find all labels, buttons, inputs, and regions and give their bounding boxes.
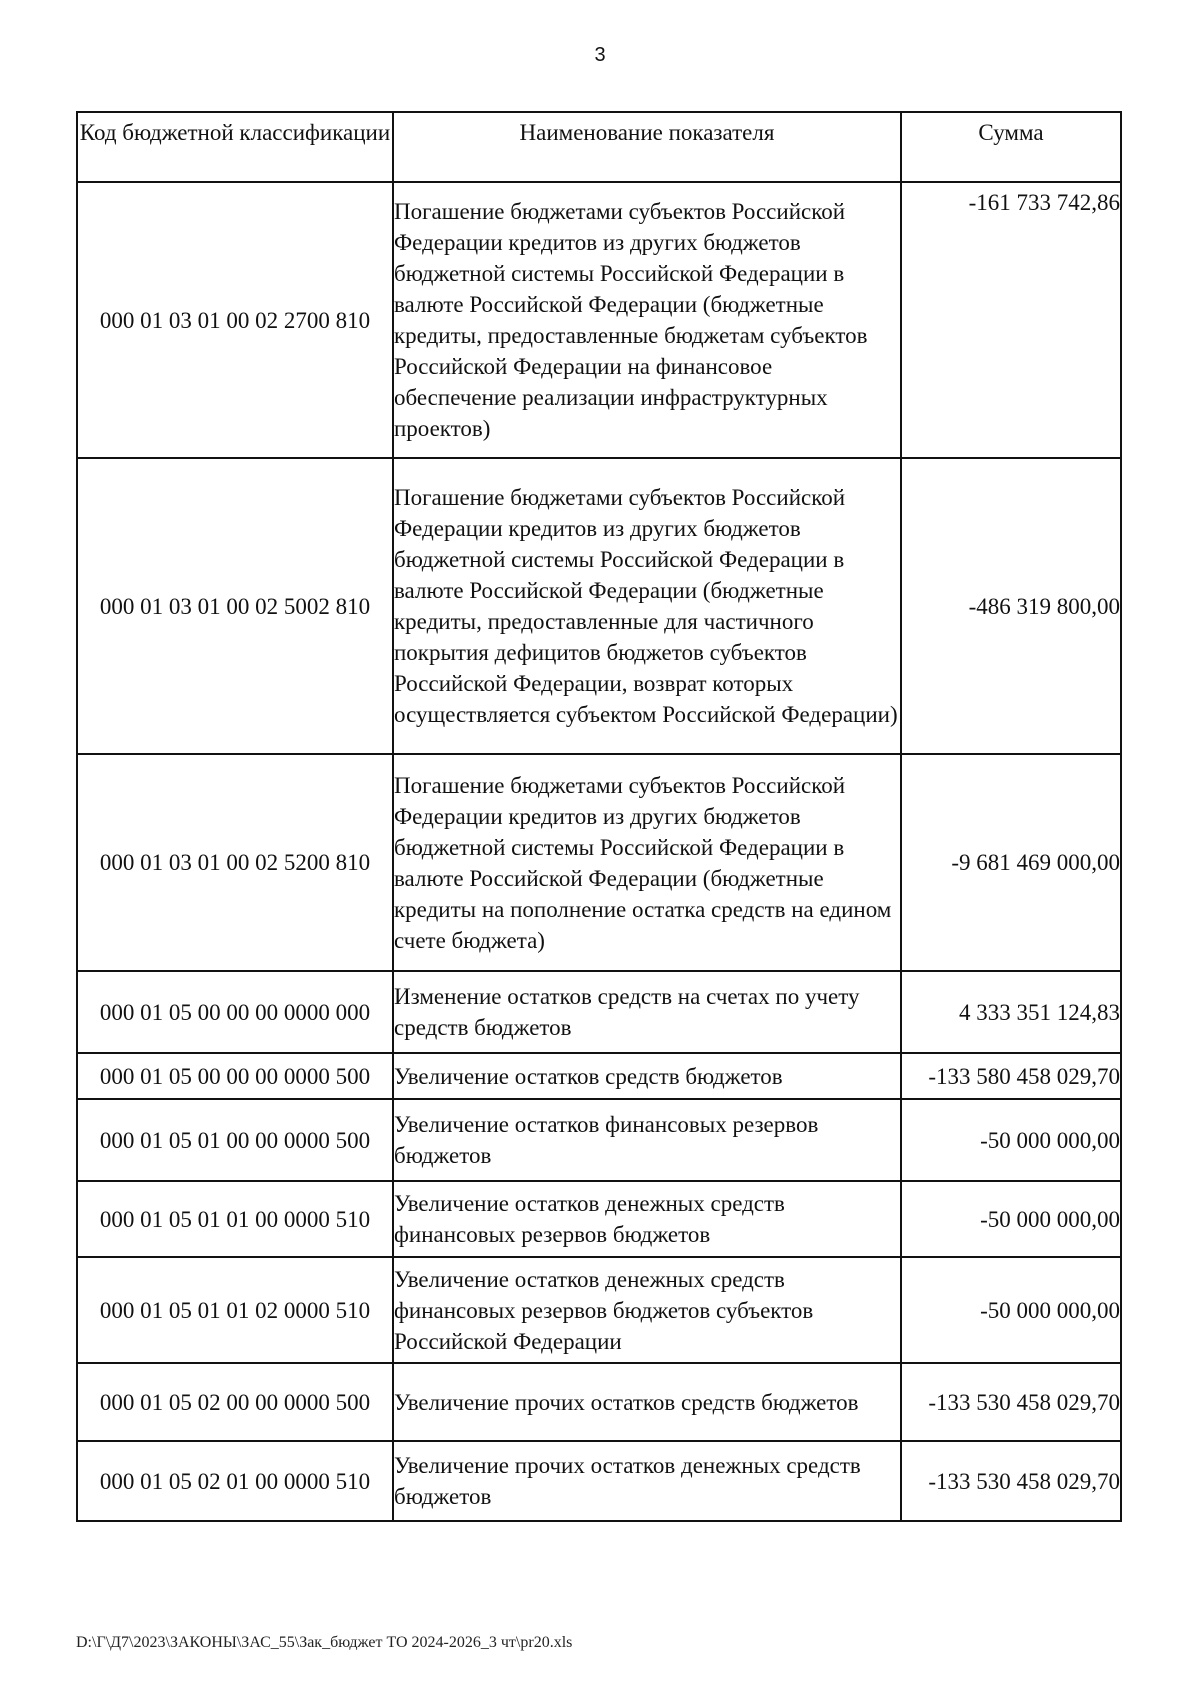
row-amount: -161 733 742,86 [901,182,1121,458]
row-name: Изменение остатков средств на счетах по учету средств бюджетов [393,971,901,1053]
table-row [77,1441,1121,1521]
row-amount: -50 000 000,00 [901,1181,1121,1257]
row-amount: -133 530 458 029,70 [901,1441,1121,1521]
row-code: 000 01 03 01 00 02 5200 810 [77,754,393,971]
table-row [77,971,1121,1053]
row-amount: 4 333 351 124,83 [901,971,1121,1053]
row-code: 000 01 05 01 01 02 0000 510 [77,1257,393,1363]
row-code: 000 01 03 01 00 02 5002 810 [77,458,393,754]
table-row [77,1181,1121,1257]
page-number: 3 [594,44,606,66]
row-code: 000 01 05 02 00 00 0000 500 [77,1363,393,1441]
row-name: Погашение бюджетами субъектов Российской Федерации кредитов из других бюджетов бюджетной системы Российской Федерации в валюте Российской Федерации (бюджетные кредиты на пополнение остатка средств на едином счете бюджета) [393,754,901,971]
row-amount: -133 580 458 029,70 [901,1053,1121,1099]
row-name: Погашение бюджетами субъектов Российской Федерации кредитов из других бюджетов бюджетной системы Российской Федерации в валюте Российской Федерации (бюджетные кредиты, предоставленные для частичного покрытия дефицитов бюджетов субъектов Российской Федерации, возврат которых осуществляется субъектом Российской Федерации) [393,458,901,754]
row-amount: -50 000 000,00 [901,1257,1121,1363]
row-name: Увеличение остатков денежных средств финансовых резервов бюджетов [393,1181,901,1257]
row-code: 000 01 05 01 00 00 0000 500 [77,1099,393,1181]
row-amount: -133 530 458 029,70 [901,1363,1121,1441]
row-code: 000 01 03 01 00 02 2700 810 [77,182,393,458]
header-amount: Сумма [901,112,1121,182]
table-row [77,1053,1121,1099]
table-row [77,1257,1121,1363]
row-name: Погашение бюджетами субъектов Российской Федерации кредитов из других бюджетов бюджетной системы Российской Федерации в валюте Российской Федерации (бюджетные кредиты, предоставленные бюджетам субъектов Российской Федерации на финансовое обеспечение реализации инфраструктурных проектов) [393,182,901,458]
footer-file-path: D:\Г\Д7\2023\ЗАКОНЫ\ЗАС_55\Зак_бюджет ТО 2024-2026_3 чт\pr20.xls [76,1634,573,1651]
row-amount: -486 319 800,00 [901,458,1121,754]
table-row [77,1363,1121,1441]
row-name: Увеличение остатков финансовых резервов бюджетов [393,1099,901,1181]
table-row [77,1099,1121,1181]
row-code: 000 01 05 00 00 00 0000 000 [77,971,393,1053]
row-code: 000 01 05 00 00 00 0000 500 [77,1053,393,1099]
row-name: Увеличение прочих остатков денежных средств бюджетов [393,1441,901,1521]
table-header-row [77,112,1121,182]
table-row [77,754,1121,971]
table-row [77,182,1121,458]
row-amount: -9 681 469 000,00 [901,754,1121,971]
table-row [77,458,1121,754]
row-name: Увеличение остатков средств бюджетов [393,1053,901,1099]
row-code: 000 01 05 01 01 00 0000 510 [77,1181,393,1257]
budget-table [76,111,1122,1522]
row-name: Увеличение остатков денежных средств финансовых резервов бюджетов субъектов Российской Федерации [393,1257,901,1363]
header-name: Наименование показателя [393,112,901,182]
row-amount: -50 000 000,00 [901,1099,1121,1181]
row-name: Увеличение прочих остатков средств бюджетов [393,1363,901,1441]
header-code: Код бюджетной классификации [77,112,393,182]
row-code: 000 01 05 02 01 00 0000 510 [77,1441,393,1521]
